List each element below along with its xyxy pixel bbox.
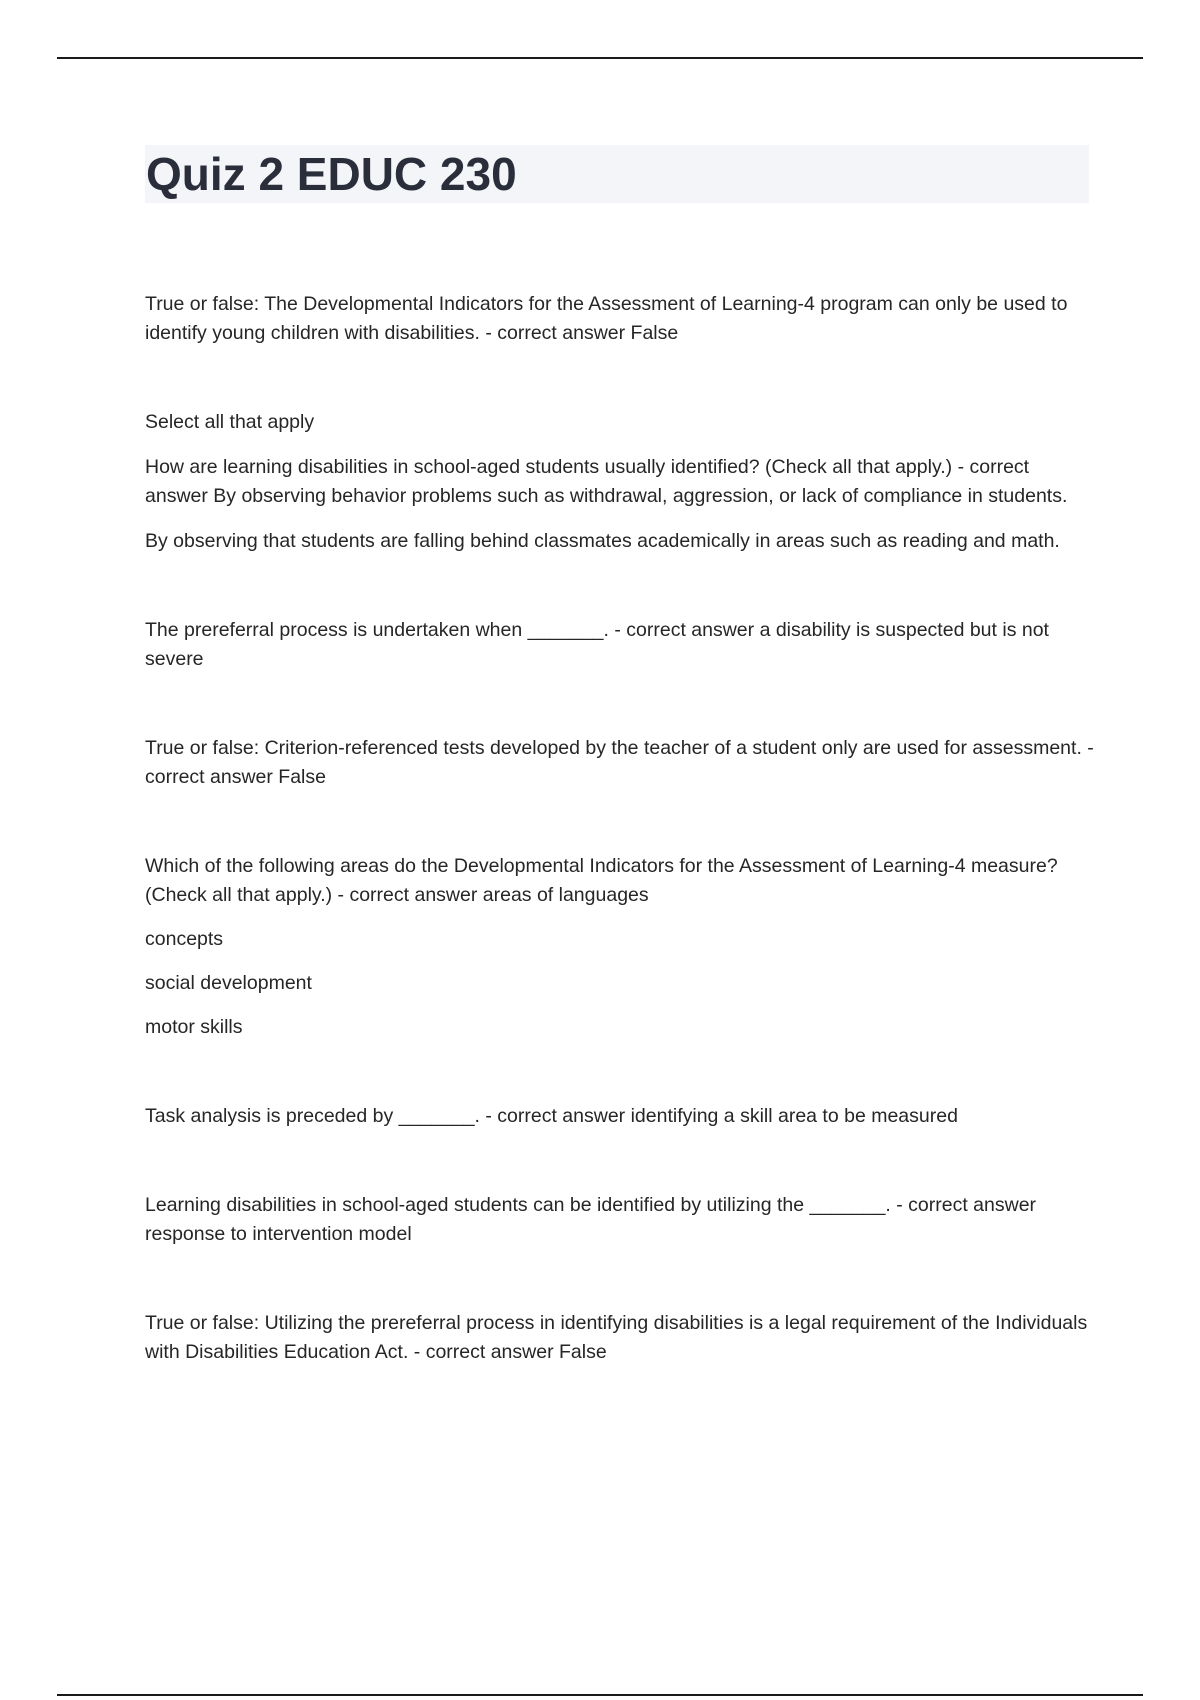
instruction-text: Select all that apply — [145, 411, 315, 433]
answer-option: social development — [145, 972, 312, 994]
question-text: How are learning disabilities in school-aged students usually identified? (Check all that apply.) - correct answer By observing behavior problems such as withdrawal, aggression, or lack of compliance in students. — [145, 456, 1068, 507]
quiz-item-1 — [145, 290, 1095, 348]
quiz-content — [145, 290, 1095, 1367]
quiz-item-4 — [145, 734, 1095, 792]
header-rule — [57, 57, 1143, 59]
quiz-item-8 — [145, 1309, 1095, 1367]
quiz-item-2 — [145, 408, 1095, 556]
page-title: Quiz 2 EDUC 230 — [146, 148, 517, 200]
question-text: True or false: Utilizing the prereferral process in identifying disabilities is a legal requirement of the Individuals with Disabilities Education Act. - correct answer False — [145, 1312, 1088, 1363]
question-text: The prereferral process is undertaken when _______. - correct answer a disability is suspected but is not severe — [145, 619, 1049, 670]
question-text: Task analysis is preceded by _______. - correct answer identifying a skill area to be measured — [145, 1105, 958, 1127]
question-text: True or false: Criterion-referenced tests developed by the teacher of a student only are used for assessment. - correct answer False — [145, 737, 1094, 788]
question-text: Learning disabilities in school-aged students can be identified by utilizing the _______. - correct answer response to intervention model — [145, 1194, 1037, 1245]
quiz-item-7 — [145, 1191, 1095, 1249]
answer-option: concepts — [145, 928, 224, 950]
quiz-item-5 — [145, 852, 1095, 1042]
footer-rule — [57, 1694, 1143, 1696]
question-text: True or false: The Developmental Indicators for the Assessment of Learning-4 program can only be used to identify young children with disabilities. - correct answer False — [145, 293, 1068, 344]
answer-option: motor skills — [145, 1016, 243, 1038]
answer-option: By observing that students are falling behind classmates academically in areas such as reading and math. — [145, 530, 1060, 552]
question-text: Which of the following areas do the Developmental Indicators for the Assessment of Learning-4 measure? (Check all that apply.) - correct answer areas of languages — [145, 855, 1058, 906]
quiz-item-6 — [145, 1102, 1095, 1131]
quiz-item-3 — [145, 616, 1095, 674]
